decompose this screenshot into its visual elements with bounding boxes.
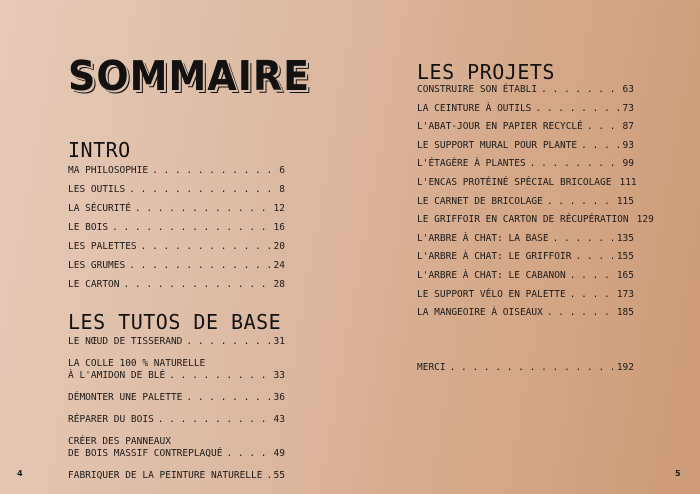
leader-dots	[587, 121, 619, 133]
toc-entry-label: LA CEINTURE À OUTILS	[417, 102, 532, 114]
toc-entry	[68, 436, 285, 460]
toc-entry-label: L'ARBRE À CHAT: LE CABANON	[417, 270, 566, 281]
toc-entry	[68, 279, 285, 291]
leader-dots	[547, 196, 613, 208]
leader-dots	[226, 448, 269, 460]
toc-entry-page: 33	[273, 370, 285, 381]
toc-entry-label: MA PHILOSOPHIE	[68, 165, 149, 176]
toc-entry-page: 173	[616, 288, 634, 300]
section-heading-projets: LES PROJETS	[417, 60, 555, 84]
toc-entry	[417, 307, 634, 319]
section-heading-tutos: LES TUTOS DE BASE	[68, 310, 282, 334]
toc-entry-label: LA SÉCURITÉ	[68, 203, 131, 214]
leader-dots	[575, 251, 612, 263]
toc-entry	[68, 222, 285, 234]
toc-entry	[417, 233, 634, 245]
toc-entry-label: LE CARTON	[68, 279, 120, 290]
toc-entry-label: L'ARBRE À CHAT: LE GRIFFOIR	[417, 251, 572, 263]
toc-entry	[417, 158, 634, 170]
toc-entry-page: 6	[279, 165, 285, 176]
toc-entry-label: CONSTRUIRE SON ÉTABLI	[417, 84, 538, 95]
page-number-left: 4	[17, 469, 23, 478]
toc-entry-page: 8	[279, 184, 285, 195]
toc-entry-page: 16	[273, 222, 285, 233]
toc-entry-label: À L'AMIDON DE BLÉ	[68, 370, 166, 381]
toc-entry	[417, 84, 634, 96]
toc-entry-page: 99	[622, 158, 634, 170]
toc-entry	[68, 203, 285, 215]
toc-entry-page: 28	[273, 279, 285, 290]
toc-entry	[417, 196, 634, 208]
leader-dots	[152, 165, 275, 177]
leader-dots	[266, 470, 269, 482]
toc-entry-label: DÉMONTER UNE PALETTE	[68, 392, 183, 403]
leader-dots	[123, 279, 269, 291]
leader-dots	[541, 84, 618, 96]
leader-dots	[129, 184, 275, 196]
toc-entry-page: 115	[616, 195, 634, 207]
toc-entry-label: LA MANGEOIRE À OISEAUX	[417, 307, 543, 319]
toc-entry	[68, 392, 285, 404]
leader-dots	[158, 414, 270, 426]
toc-entry	[68, 260, 285, 272]
leader-dots	[570, 289, 613, 301]
toc-entry-page: 185	[616, 307, 634, 319]
toc-entry-label: LE NŒUD DE TISSERAND	[68, 336, 183, 347]
toc-entry-label: LE BOIS	[68, 222, 109, 233]
leader-dots	[141, 241, 270, 253]
toc-entry-label-line1: LA COLLE 100 % NATURELLE	[68, 358, 206, 369]
toc-entry-page: 129	[636, 214, 654, 226]
leader-dots	[169, 370, 269, 382]
toc-entry-label: LE SUPPORT MURAL POUR PLANTE	[417, 139, 578, 151]
leader-dots	[112, 222, 270, 234]
right-page	[350, 0, 700, 494]
toc-entry-page: 55	[273, 470, 285, 481]
toc-entry	[68, 358, 285, 382]
toc-entry-page: 63	[622, 84, 634, 95]
page-title: SOMMAIRE	[68, 52, 311, 100]
leader-dots	[186, 336, 269, 348]
toc-entry-page: 20	[273, 241, 285, 252]
toc-entry-label: LE GRIFFOIR EN CARTON DE RÉCUPÉRATION	[417, 214, 629, 226]
toc-entry	[417, 121, 634, 133]
leader-dots	[570, 270, 613, 282]
leader-dots	[553, 233, 613, 245]
toc-entry-label: LES PALETTES	[68, 241, 137, 252]
toc-entry	[417, 103, 634, 115]
toc-entry	[417, 140, 634, 152]
toc-entry-page: 93	[622, 139, 634, 151]
toc-entry-page: 49	[273, 448, 285, 459]
toc-entry-label: LES OUTILS	[68, 184, 126, 195]
toc-entry-label: LE CARNET DE BRICOLAGE	[417, 195, 543, 207]
leader-dots	[186, 392, 269, 404]
toc-entry	[417, 177, 637, 189]
toc-entry-page: 111	[619, 177, 637, 188]
toc-entry-label: L'ARBRE À CHAT: LA BASE	[417, 232, 549, 244]
toc-entry	[68, 241, 285, 253]
toc-entry	[68, 336, 285, 348]
toc-entry-page: 36	[273, 392, 285, 403]
toc-entry-page: 73	[622, 102, 634, 114]
toc-entry-page: 31	[273, 336, 285, 347]
leader-dots	[450, 362, 613, 374]
toc-entry	[68, 414, 285, 426]
toc-entry-page: 87	[622, 121, 634, 133]
toc-entry-page: 165	[616, 270, 634, 281]
page-number-right: 5	[675, 469, 681, 478]
leader-dots	[135, 203, 270, 215]
toc-entry-label: MERCI	[417, 362, 446, 373]
toc-entry	[68, 165, 285, 177]
section-heading-intro: INTRO	[68, 138, 131, 162]
toc-entry	[417, 289, 634, 301]
toc-entry-label: FABRIQUER DE LA PEINTURE NATURELLE	[68, 470, 263, 481]
toc-entry	[417, 362, 634, 374]
toc-entry-label: LE SUPPORT VÉLO EN PALETTE	[417, 288, 566, 300]
toc-entry	[417, 214, 654, 226]
toc-entry-page: 155	[616, 251, 634, 263]
toc-entry-label: RÉPARER DU BOIS	[68, 414, 154, 425]
leader-dots	[530, 158, 619, 170]
toc-entry-label: LES GRUMES	[68, 260, 126, 271]
leader-dots	[129, 260, 269, 272]
leader-dots	[535, 103, 618, 115]
toc-entry-page: 192	[616, 362, 634, 373]
toc-entry	[68, 184, 285, 196]
leader-dots	[547, 307, 613, 319]
toc-entry-label-line1: CRÉER DES PANNEAUX	[68, 436, 171, 447]
toc-entry	[417, 251, 634, 263]
toc-entry-label: L'ENCAS PROTÉINÉ SPÉCIAL BRICOLAGE	[417, 177, 612, 188]
toc-entry-page: 12	[273, 203, 285, 214]
toc-entry	[68, 470, 285, 482]
toc-entry-label: L'ÉTAGÈRE À PLANTES	[417, 158, 526, 170]
toc-entry-page: 135	[616, 232, 634, 244]
toc-entry	[417, 270, 634, 282]
toc-entry-label: DE BOIS MASSIF CONTREPLAQUÉ	[68, 448, 223, 459]
toc-entry-page: 24	[273, 260, 285, 271]
leader-dots	[581, 140, 618, 152]
toc-entry-page: 43	[273, 414, 285, 425]
toc-entry-label: L'ABAT-JOUR EN PAPIER RECYCLÉ	[417, 121, 583, 133]
